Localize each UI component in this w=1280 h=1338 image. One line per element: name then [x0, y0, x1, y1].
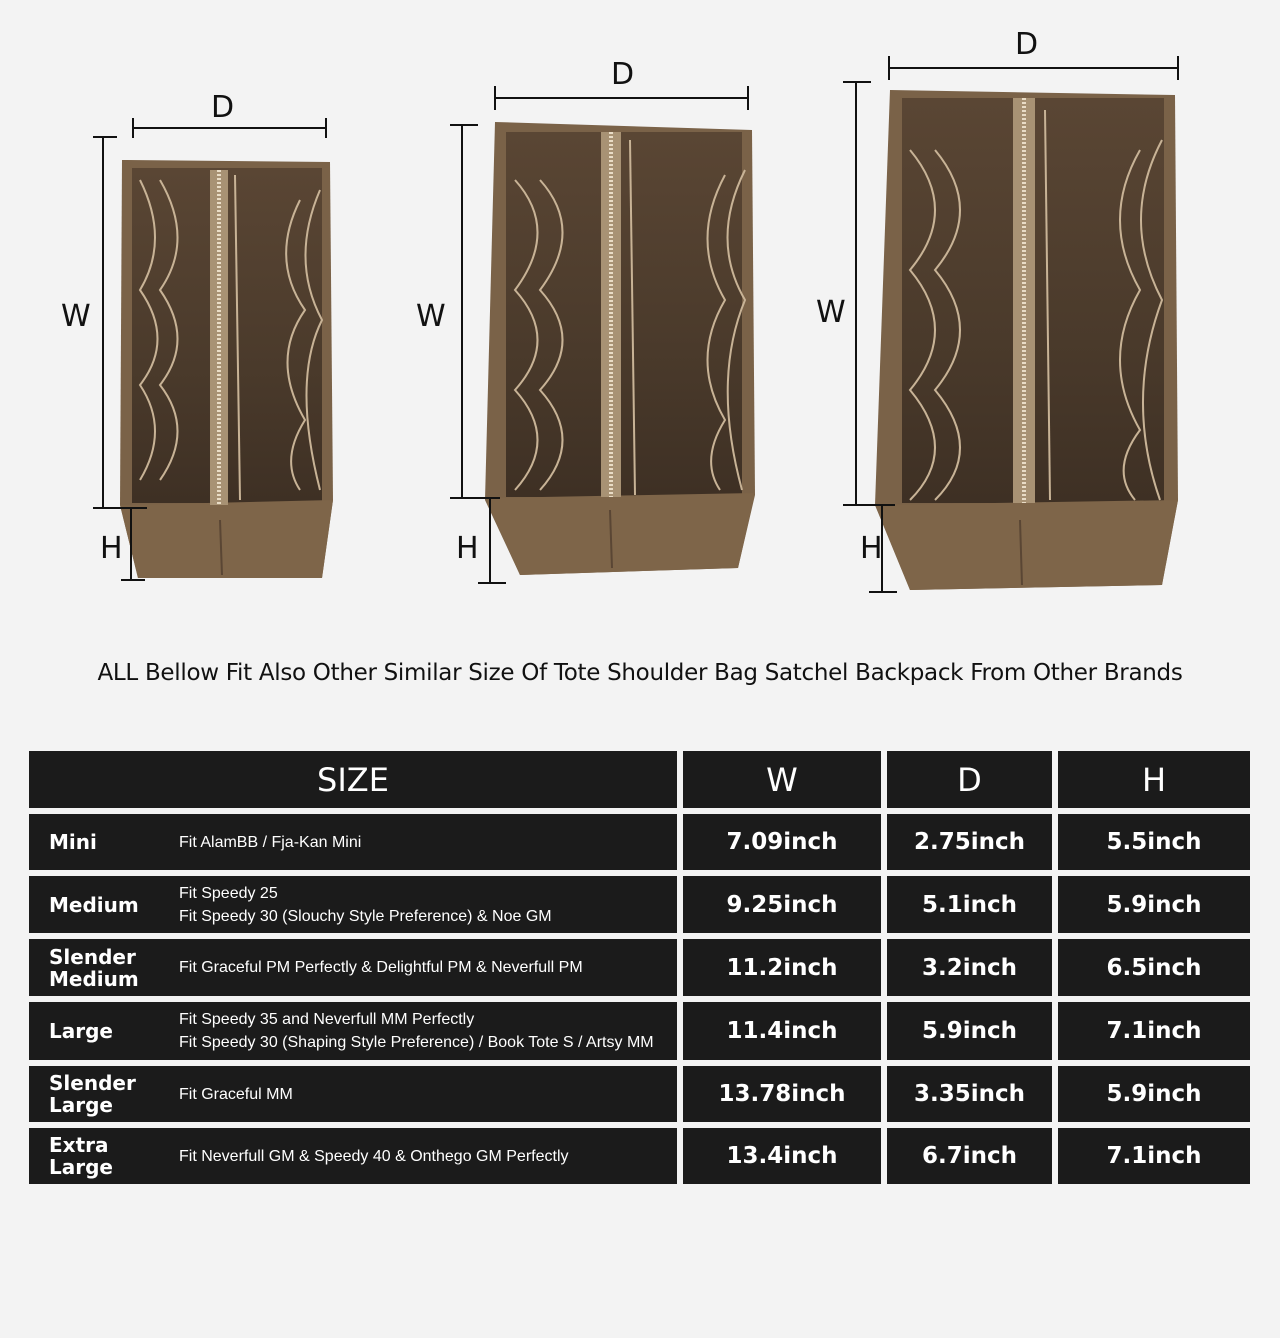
size-name: Medium: [49, 892, 139, 917]
width-label-mini: W: [61, 299, 91, 334]
size-cell: [29, 876, 677, 933]
height-label-large: H: [860, 531, 883, 566]
height-value: 5.5inch: [1058, 814, 1250, 870]
depth-value: 5.9inch: [887, 1002, 1052, 1060]
fit-line: Fit AlamBB / Fja-Kan Mini: [179, 833, 362, 851]
height-label-mini: H: [100, 531, 123, 566]
depth-value: 5.1inch: [887, 876, 1052, 933]
size-cell: [29, 814, 677, 870]
height-label-medium: H: [456, 531, 479, 566]
depth-label-mini: D: [211, 90, 235, 125]
fit-description: [179, 1002, 669, 1060]
size-cell: [29, 1066, 677, 1122]
header-w: W: [683, 751, 881, 808]
organizer-illustrations: [0, 0, 1280, 620]
fit-description: [179, 814, 669, 870]
fit-line: Fit Speedy 35 and Neverfull MM Perfectly: [179, 1011, 475, 1028]
table-header-row: [29, 751, 1250, 808]
depth-value: 6.7inch: [887, 1128, 1052, 1184]
depth-value: 2.75inch: [887, 814, 1052, 870]
organizer-mini: [120, 160, 333, 578]
size-name: Slender Large: [49, 1071, 136, 1117]
size-cell: [29, 939, 677, 996]
width-value: 13.78inch: [683, 1066, 881, 1122]
size-name: Slender Medium: [49, 944, 139, 991]
size-name: Large: [49, 1019, 113, 1043]
height-value: 6.5inch: [1058, 939, 1250, 996]
width-label-medium: W: [416, 299, 446, 334]
table-row: [29, 939, 1250, 996]
height-value: 5.9inch: [1058, 876, 1250, 933]
header-size: SIZE: [29, 751, 677, 808]
size-name: Mini: [49, 830, 97, 854]
depth-value: 3.35inch: [887, 1066, 1052, 1122]
height-value: 7.1inch: [1058, 1002, 1250, 1060]
height-value: 7.1inch: [1058, 1128, 1250, 1184]
fit-line: Fit Speedy 30 (Slouchy Style Preference) & Noe GM: [179, 907, 552, 925]
width-value: 13.4inch: [683, 1128, 881, 1184]
depth-value: 3.2inch: [887, 939, 1052, 996]
width-value: 11.2inch: [683, 939, 881, 996]
fit-line: Fit Graceful MM: [179, 1085, 293, 1103]
height-value: 5.9inch: [1058, 1066, 1250, 1122]
organizer-diagram: [0, 0, 1280, 620]
width-value: 7.09inch: [683, 814, 881, 870]
depth-label-large: D: [1015, 27, 1039, 62]
header-d: D: [887, 751, 1052, 808]
header-h: H: [1058, 751, 1250, 808]
fit-description: [179, 939, 669, 996]
table-row: [29, 1128, 1250, 1184]
fit-description: [179, 876, 669, 933]
width-value: 9.25inch: [683, 876, 881, 933]
fit-description: [179, 1066, 669, 1122]
width-value: 11.4inch: [683, 1002, 881, 1060]
fit-description: [179, 1128, 669, 1184]
table-row: [29, 1066, 1250, 1122]
size-name: Extra Large: [49, 1133, 113, 1179]
fit-line: Fit Graceful PM Perfectly & Delightful PM & Neverfull PM: [179, 959, 583, 976]
table-row: [29, 876, 1250, 933]
size-cell: [29, 1128, 677, 1184]
organizer-medium: [485, 122, 755, 575]
table-row: [29, 814, 1250, 870]
organizer-large: [875, 90, 1178, 590]
table-row: [29, 1002, 1250, 1060]
size-cell: [29, 1002, 677, 1060]
fit-line: Fit Neverfull GM & Speedy 40 & Onthego GM Perfectly: [179, 1147, 569, 1165]
compatibility-caption: ALL Bellow Fit Also Other Similar Size Of Tote Shoulder Bag Satchel Backpack From Other Brands: [97, 660, 1183, 686]
width-label-large: W: [816, 295, 846, 330]
fit-line: Fit Speedy 30 (Shaping Style Preference) / Book Tote S / Artsy MM: [179, 1034, 654, 1051]
fit-line: Fit Speedy 25: [179, 884, 278, 902]
depth-label-medium: D: [611, 57, 635, 92]
